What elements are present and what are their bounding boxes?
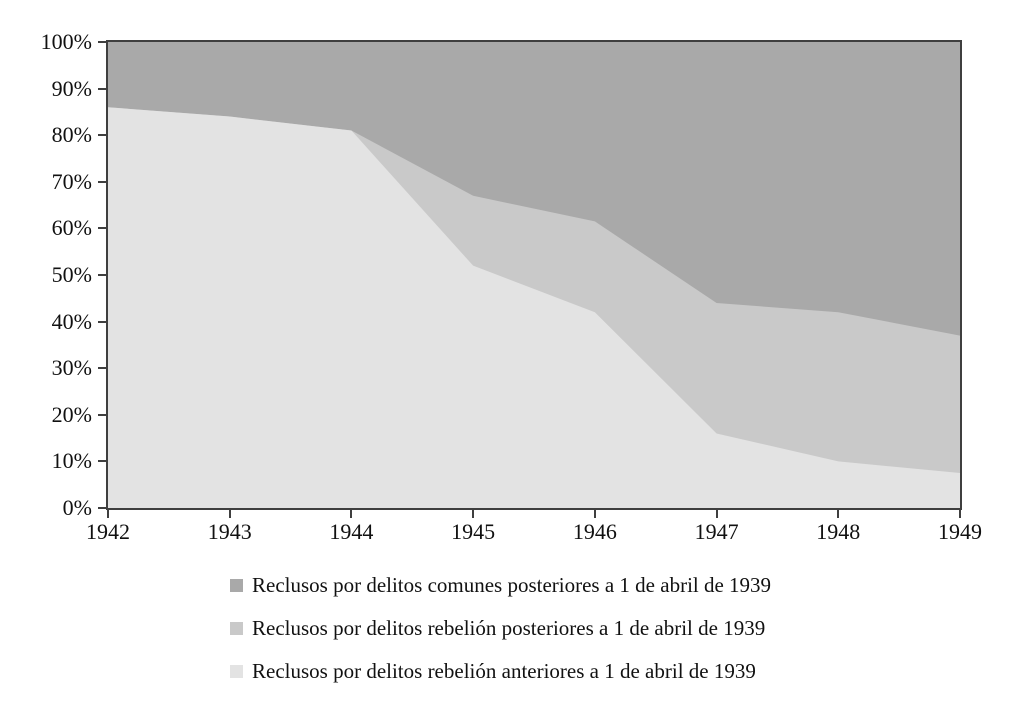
legend-swatch-icon [230,622,243,635]
legend-swatch-icon [230,579,243,592]
y-axis-tick [98,507,107,509]
y-axis-tick [98,274,107,276]
y-axis-tick [98,41,107,43]
y-axis-label: 20% [51,401,92,427]
y-axis-tick [98,321,107,323]
legend-label: Reclusos por delitos rebelión anteriores a 1 de abril de 1939 [252,659,756,683]
y-axis-tick [98,181,107,183]
legend-row [230,617,771,639]
y-axis-tick [98,88,107,90]
y-axis-label: 100% [40,29,92,54]
y-axis-tick [98,414,107,416]
legend-row [230,660,771,682]
x-axis-tick [107,508,109,518]
x-axis-label: 1944 [329,519,374,544]
y-axis-tick [98,134,107,136]
y-axis-label: 30% [51,355,92,381]
x-axis-label: 1948 [816,519,861,544]
x-axis-label: 1949 [938,519,982,544]
x-axis-label: 1946 [572,519,617,544]
x-axis-tick [229,508,231,518]
x-axis-label: 1942 [86,519,130,544]
x-axis-tick [959,508,961,518]
legend [230,574,771,703]
y-axis-label: 80% [51,122,92,148]
x-axis-label: 1943 [207,519,252,544]
x-axis-tick [716,508,718,518]
x-axis-tick [472,508,474,518]
y-axis-tick [98,367,107,369]
x-axis-tick [350,508,352,518]
y-axis-label: 50% [51,262,92,287]
legend-label: Reclusos por delitos comunes posteriores a 1 de abril de 1939 [252,573,772,597]
chart-svg [108,42,960,508]
y-axis-tick [98,460,107,462]
y-axis-label: 60% [51,215,92,241]
y-axis-label: 90% [51,75,92,101]
x-axis-label: 1945 [451,519,496,544]
y-axis-label: 40% [51,308,92,334]
y-axis-label: 70% [51,168,92,194]
y-axis-label: 0% [62,495,92,520]
legend-swatch-icon [230,665,243,678]
x-axis-label: 1947 [694,519,739,544]
x-axis-tick [594,508,596,518]
x-axis-tick [837,508,839,518]
y-axis-label: 10% [51,448,92,474]
legend-row [230,574,771,596]
legend-label: Reclusos por delitos rebelión posteriores a 1 de abril de 1939 [252,616,766,640]
y-axis-tick [98,227,107,229]
plot-area [106,40,962,510]
